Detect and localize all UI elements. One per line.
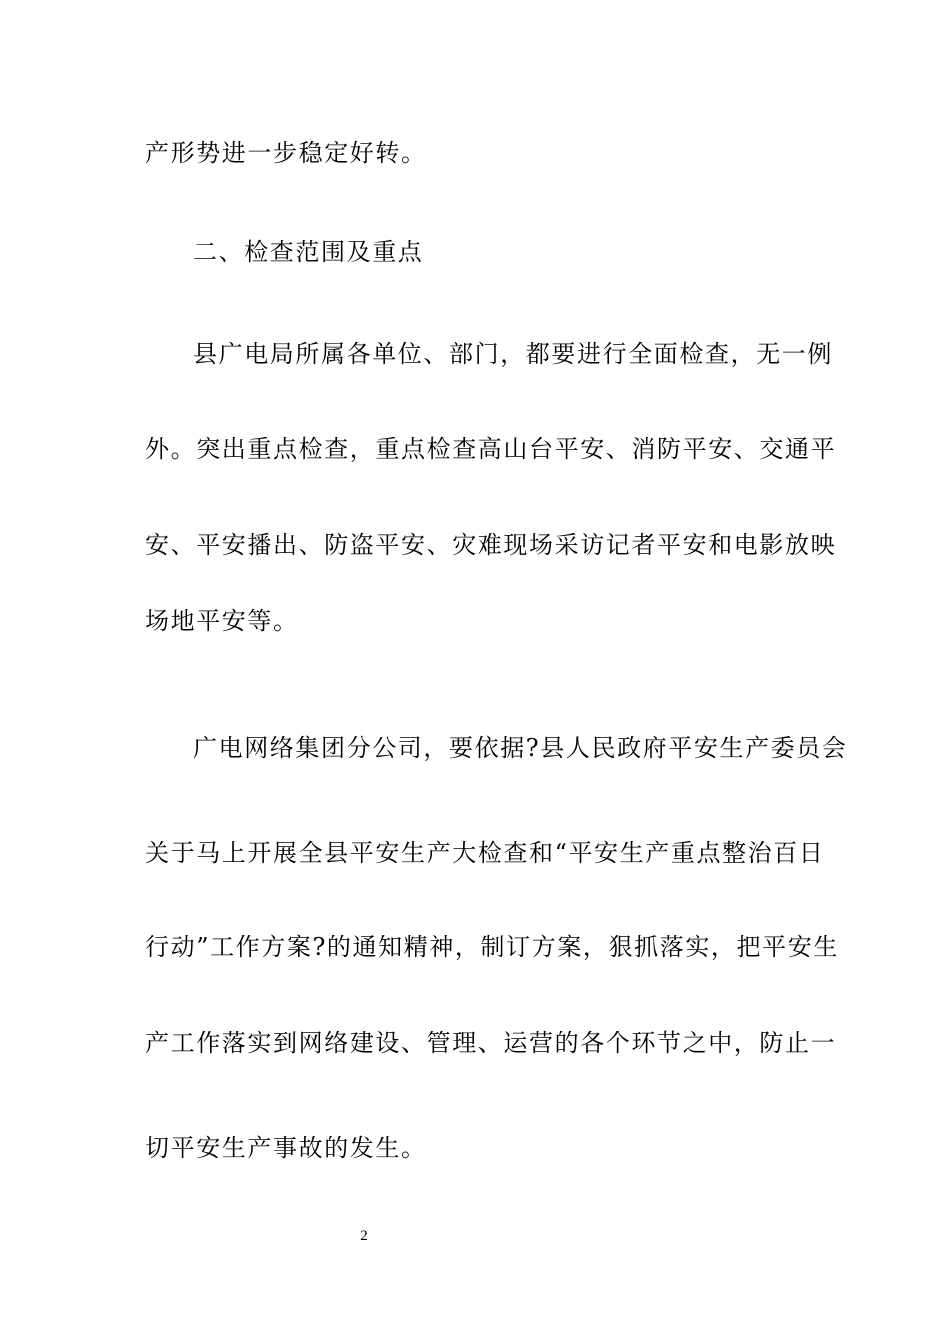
paragraph-line: 县广电局所属各单位、部门，都要进行全面检查，无一例 — [193, 340, 833, 368]
page-number: 2 — [360, 1228, 368, 1244]
paragraph-line: 产工作落实到网络建设、管理、运营的各个环节之中，防止一 — [145, 1029, 837, 1057]
section-heading: 二、检查范围及重点 — [193, 238, 424, 266]
paragraph-line: 广电网络集团分公司，要依据?县人民政府平安生产委员会 — [193, 734, 848, 762]
paragraph-line: 行动”工作方案?的通知精神，制订方案，狠抓落实，把平安生 — [145, 933, 839, 961]
paragraph-line: 切平安生产事故的发生。 — [145, 1134, 427, 1162]
paragraph-line: 产形势进一步稳定好转。 — [145, 139, 427, 167]
paragraph-line: 安、平安播出、防盗平安、灾难现场采访记者平安和电影放映 — [145, 531, 837, 559]
paragraph-line: 关于马上开展全县平安生产大检查和“平安生产重点整治百日 — [145, 839, 825, 867]
paragraph-line: 场地平安等。 — [145, 607, 299, 635]
paragraph-line: 外。突出重点检查，重点检查高山台平安、消防平安、交通平 — [145, 435, 837, 463]
